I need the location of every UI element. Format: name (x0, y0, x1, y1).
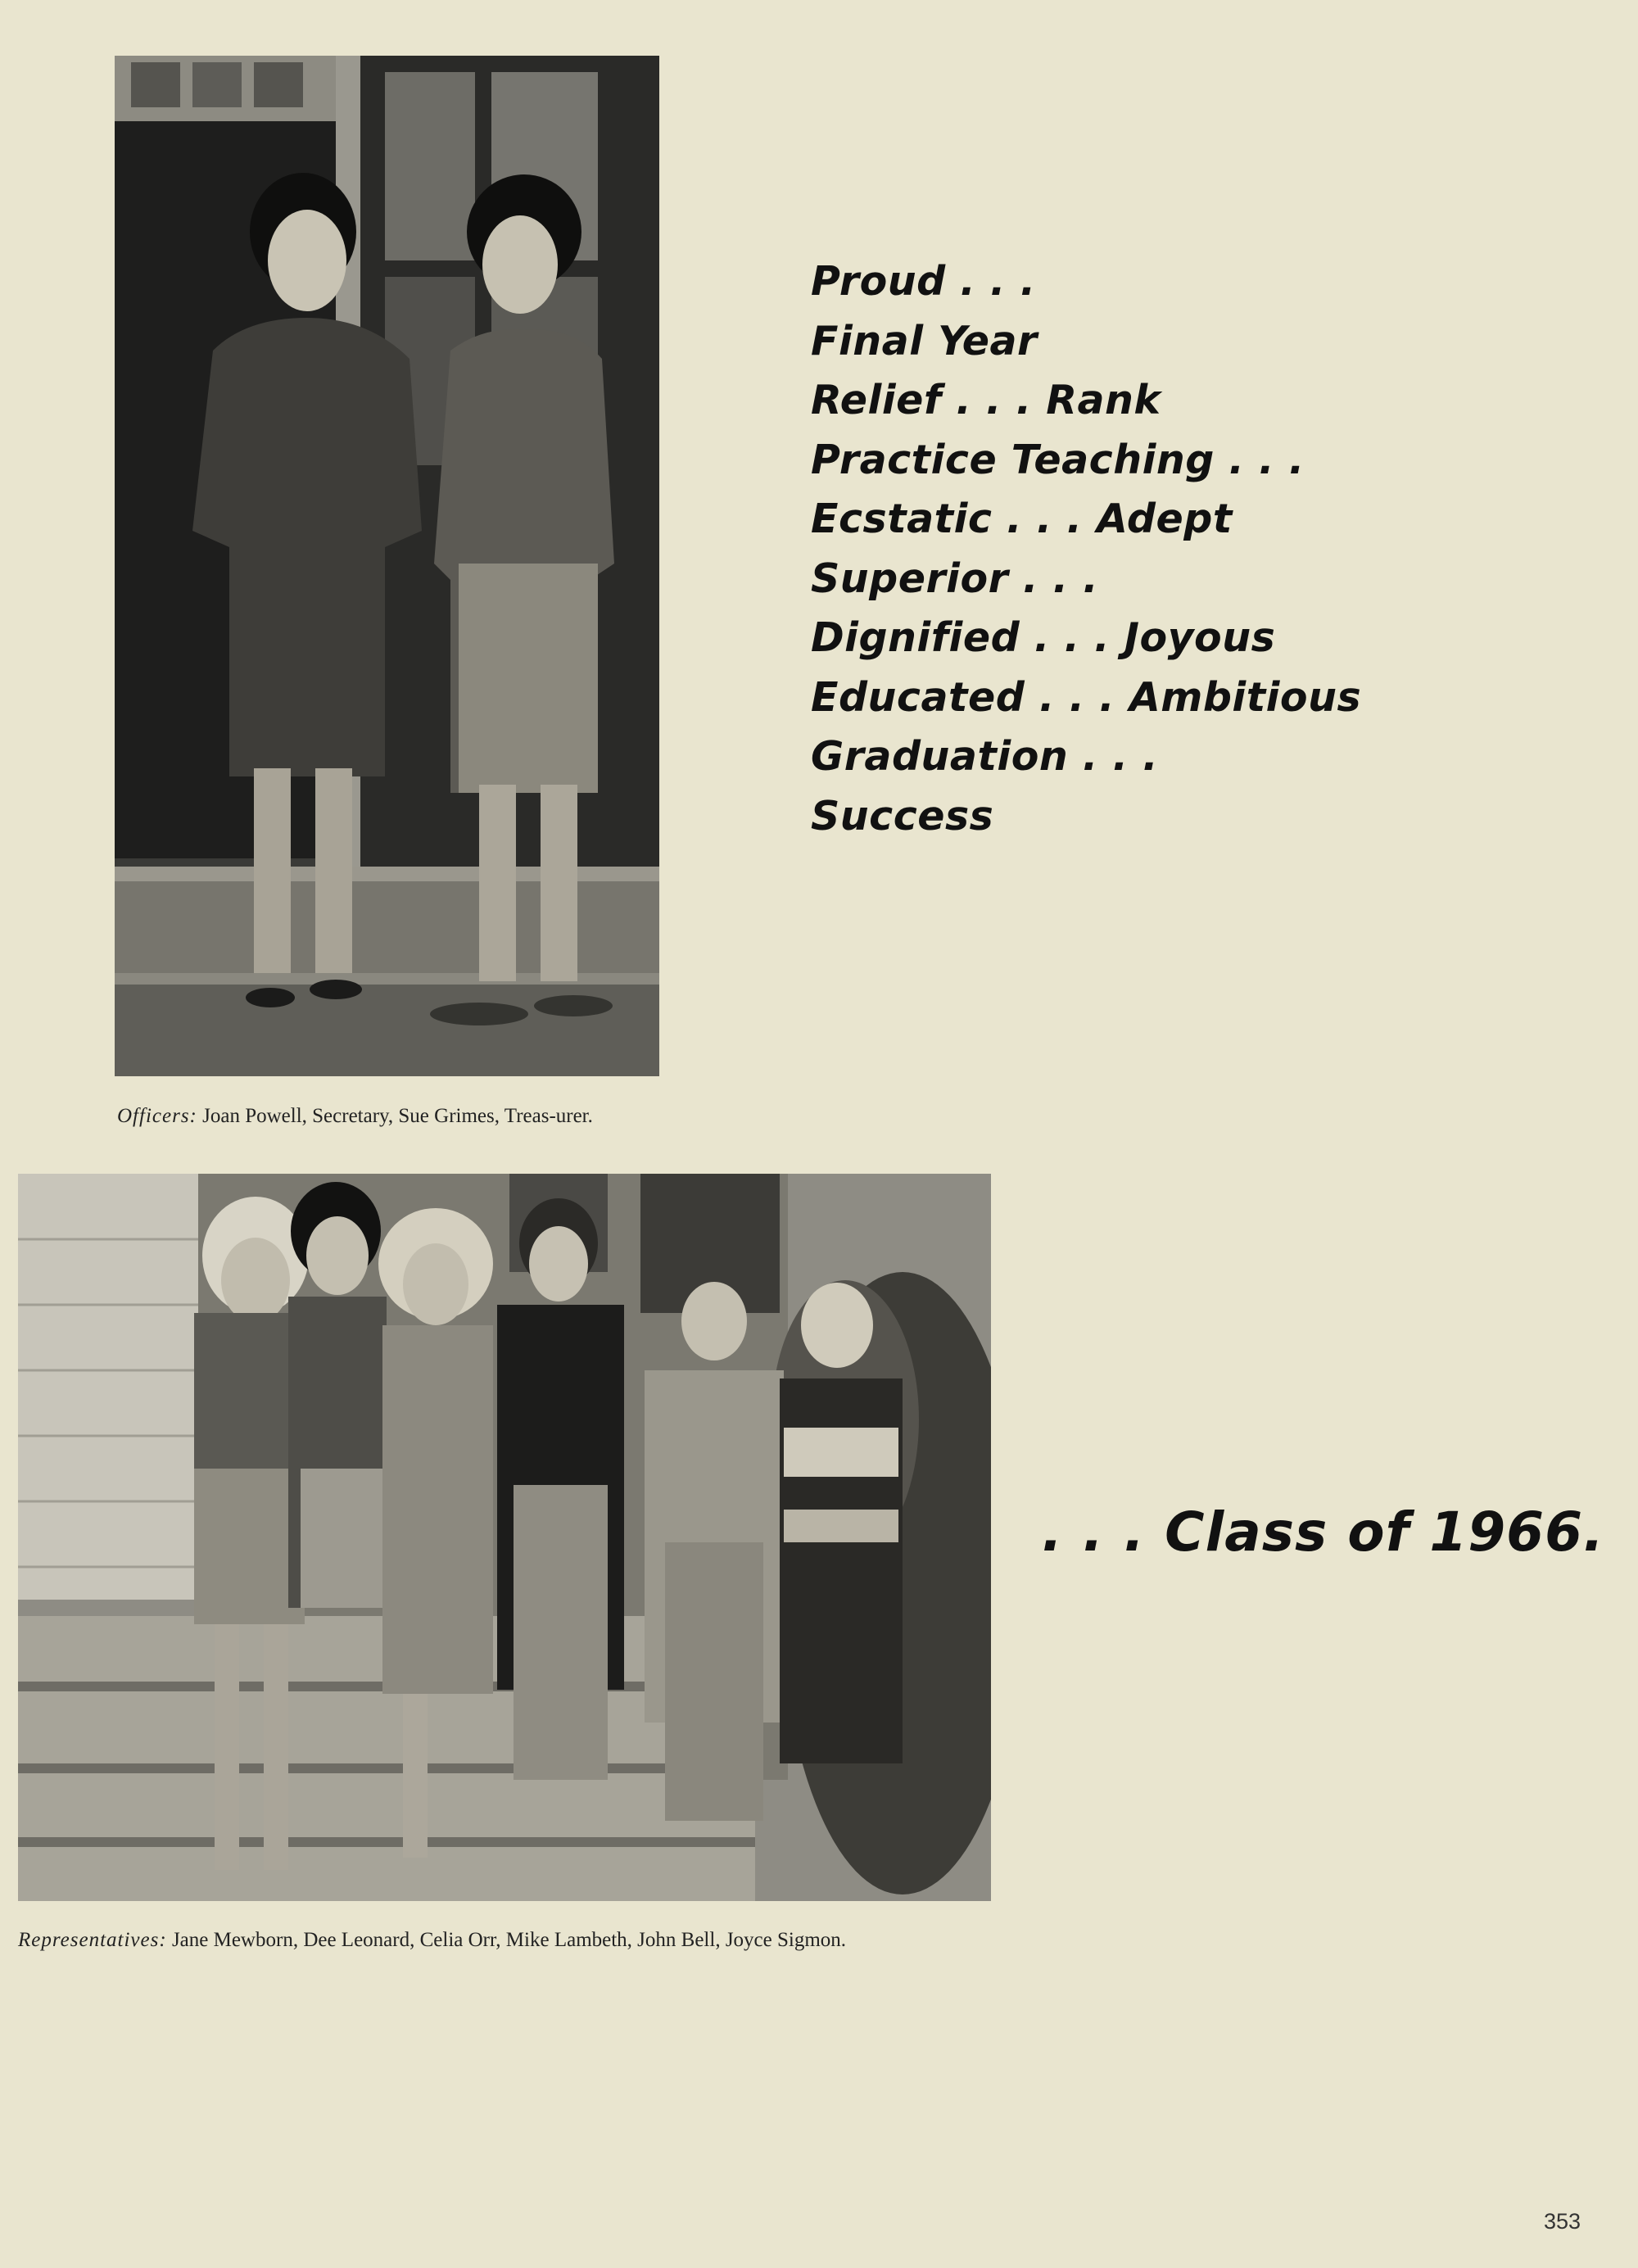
representatives-photo (18, 1174, 991, 1901)
tagline-line: Relief . . . Rank (811, 377, 1161, 423)
tagline-line: Practice Teaching . . . (811, 436, 1305, 483)
representatives-caption (18, 1929, 993, 1951)
tagline-line: Superior . . . (811, 555, 1099, 602)
representatives-caption-label: Representatives: (18, 1929, 167, 1951)
tagline-line: Dignified . . . Joyous (811, 614, 1276, 661)
tagline-word-list (811, 252, 1361, 846)
class-title: . . . Class of 1966. (1042, 1501, 1605, 1564)
tagline-line: Graduation . . . (811, 733, 1159, 780)
officers-photo (115, 56, 659, 1076)
officers-caption-label: Officers: (117, 1105, 197, 1127)
officers-caption (117, 1105, 656, 1127)
tagline-line: Final Year (811, 317, 1038, 364)
representatives-caption-text: Jane Mewborn, Dee Leonard, Celia Orr, Mike Lambeth, John Bell, Joyce Sigmon. (171, 1929, 847, 1951)
officers-caption-text: Joan Powell, Secretary, Sue Grimes, Treas-urer. (202, 1105, 593, 1127)
tagline-line: Ecstatic . . . Adept (811, 496, 1233, 542)
page-number: 353 (1544, 2209, 1581, 2234)
tagline-line: Educated . . . Ambitious (811, 673, 1362, 721)
tagline-line: Proud . . . (811, 258, 1036, 305)
tagline-line: Success (811, 792, 994, 840)
